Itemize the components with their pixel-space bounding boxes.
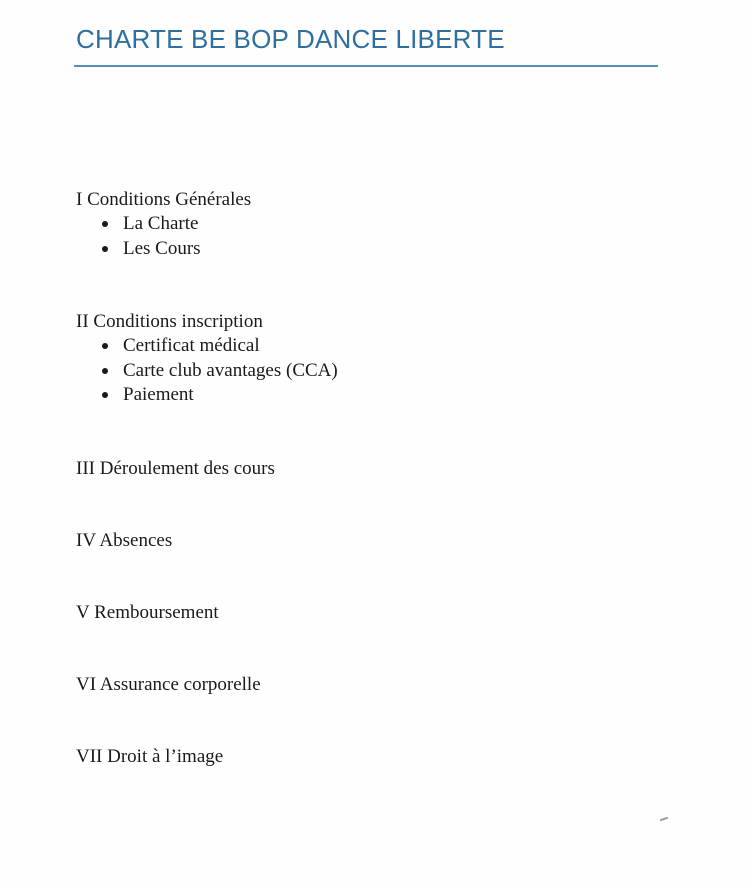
bullet-list bbox=[76, 212, 251, 261]
list-item-label: Paiement bbox=[123, 384, 194, 405]
list-item-label: Carte club avantages (CCA) bbox=[123, 359, 338, 381]
scan-speck bbox=[660, 817, 668, 822]
list-item bbox=[102, 383, 338, 408]
list-item-label: Certificat médical bbox=[123, 335, 260, 356]
bullet-icon bbox=[102, 221, 108, 227]
section-deroulement-des-cours bbox=[76, 457, 275, 481]
section-heading: IV Absences bbox=[76, 530, 173, 551]
bullet-icon bbox=[102, 246, 108, 252]
list-item bbox=[102, 359, 338, 384]
section-droit-a-l-image bbox=[76, 745, 223, 769]
section-heading: I Conditions Générales bbox=[76, 189, 252, 210]
section-heading: VII Droit à l’image bbox=[76, 746, 224, 767]
list-item bbox=[102, 237, 251, 262]
section-absences bbox=[76, 529, 172, 553]
section-remboursement bbox=[76, 601, 219, 625]
section-heading: II Conditions inscription bbox=[76, 311, 263, 332]
bullet-list bbox=[76, 334, 338, 408]
section-conditions-generales bbox=[76, 188, 251, 261]
bullet-icon bbox=[102, 368, 108, 374]
list-item bbox=[102, 334, 338, 359]
document-title: CHARTE BE BOP DANCE LIBERTE bbox=[76, 24, 505, 54]
section-heading: VI Assurance corporelle bbox=[76, 674, 261, 695]
bullet-icon bbox=[102, 392, 108, 398]
section-conditions-inscription bbox=[76, 310, 338, 408]
bullet-icon bbox=[102, 343, 108, 349]
list-item-label: La Charte bbox=[123, 213, 199, 234]
section-assurance-corporelle bbox=[76, 673, 261, 697]
section-heading: V Remboursement bbox=[76, 602, 219, 623]
title-underline bbox=[74, 65, 658, 67]
list-item bbox=[102, 212, 251, 237]
list-item-label: Les Cours bbox=[123, 237, 201, 259]
section-heading: III Déroulement des cours bbox=[76, 458, 275, 479]
